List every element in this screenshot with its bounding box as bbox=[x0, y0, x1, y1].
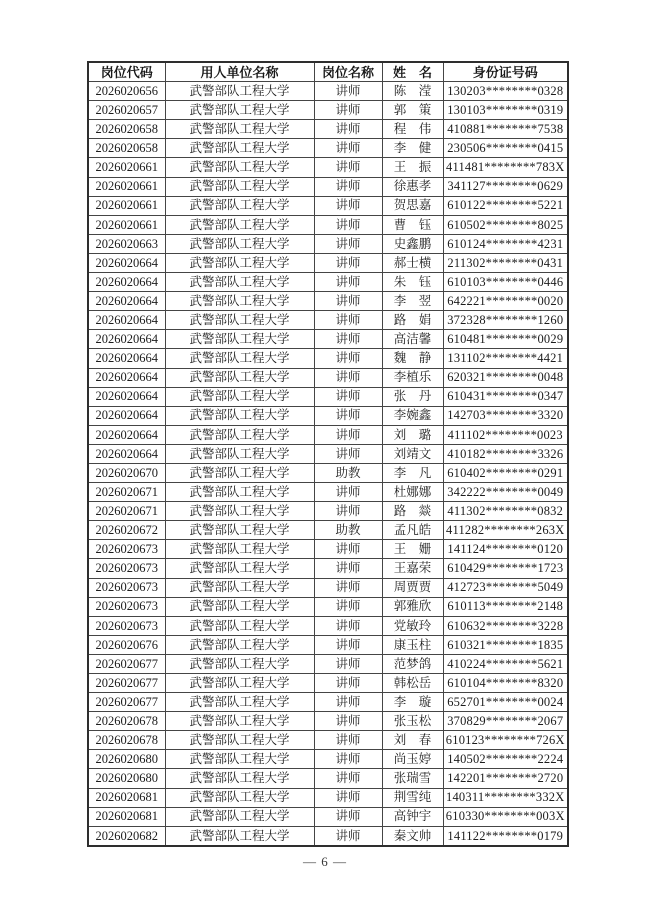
cell-position-title: 讲师 bbox=[314, 139, 382, 158]
cell-position-title: 讲师 bbox=[314, 253, 382, 272]
cell-position-code: 2026020673 bbox=[88, 597, 165, 616]
cell-position-code: 2026020661 bbox=[88, 215, 165, 234]
cell-position-title: 讲师 bbox=[314, 502, 382, 521]
cell-position-title: 助教 bbox=[314, 521, 382, 540]
cell-position-code: 2026020671 bbox=[88, 502, 165, 521]
table-row bbox=[88, 101, 568, 120]
cell-id-number: 642221********0020 bbox=[443, 292, 568, 311]
table-row bbox=[88, 406, 568, 425]
cell-position-title: 讲师 bbox=[314, 597, 382, 616]
cell-id-number: 142703********3320 bbox=[443, 406, 568, 425]
cell-id-number: 230506********0415 bbox=[443, 139, 568, 158]
cell-position-code: 2026020671 bbox=[88, 483, 165, 502]
cell-position-code: 2026020664 bbox=[88, 253, 165, 272]
table-row bbox=[88, 616, 568, 635]
table-row bbox=[88, 502, 568, 521]
cell-candidate-name: 郭 策 bbox=[382, 101, 443, 120]
cell-id-number: 610104********8320 bbox=[443, 674, 568, 693]
cell-position-code: 2026020677 bbox=[88, 674, 165, 693]
cell-candidate-name: 李 翌 bbox=[382, 292, 443, 311]
cell-candidate-name: 张 丹 bbox=[382, 387, 443, 406]
cell-position-title: 讲师 bbox=[314, 215, 382, 234]
cell-position-code: 2026020664 bbox=[88, 387, 165, 406]
cell-employer-name: 武警部队工程大学 bbox=[165, 521, 314, 540]
cell-position-title: 讲师 bbox=[314, 616, 382, 635]
cell-candidate-name: 程 伟 bbox=[382, 120, 443, 139]
cell-position-title: 讲师 bbox=[314, 177, 382, 196]
header-id-number: 身份证号码 bbox=[443, 62, 568, 82]
table-row bbox=[88, 387, 568, 406]
cell-position-title: 讲师 bbox=[314, 425, 382, 444]
cell-id-number: 610103********0446 bbox=[443, 273, 568, 292]
cell-position-title: 讲师 bbox=[314, 750, 382, 769]
cell-employer-name: 武警部队工程大学 bbox=[165, 712, 314, 731]
cell-position-title: 讲师 bbox=[314, 731, 382, 750]
table-row bbox=[88, 597, 568, 616]
cell-candidate-name: 魏 静 bbox=[382, 349, 443, 368]
table-row bbox=[88, 177, 568, 196]
cell-position-title: 讲师 bbox=[314, 769, 382, 788]
cell-id-number: 620321********0048 bbox=[443, 368, 568, 387]
cell-position-code: 2026020657 bbox=[88, 101, 165, 120]
cell-position-code: 2026020658 bbox=[88, 120, 165, 139]
cell-id-number: 610124********4231 bbox=[443, 234, 568, 253]
cell-employer-name: 武警部队工程大学 bbox=[165, 292, 314, 311]
cell-id-number: 140311********332X bbox=[443, 788, 568, 807]
cell-employer-name: 武警部队工程大学 bbox=[165, 693, 314, 712]
cell-candidate-name: 韩松岳 bbox=[382, 674, 443, 693]
cell-position-title: 讲师 bbox=[314, 483, 382, 502]
cell-position-code: 2026020673 bbox=[88, 559, 165, 578]
cell-employer-name: 武警部队工程大学 bbox=[165, 273, 314, 292]
cell-id-number: 610122********5221 bbox=[443, 196, 568, 215]
cell-id-number: 131102********4421 bbox=[443, 349, 568, 368]
cell-position-code: 2026020670 bbox=[88, 463, 165, 482]
table-row bbox=[88, 349, 568, 368]
table-row bbox=[88, 788, 568, 807]
table-row bbox=[88, 463, 568, 482]
cell-position-title: 讲师 bbox=[314, 674, 382, 693]
cell-employer-name: 武警部队工程大学 bbox=[165, 387, 314, 406]
cell-position-code: 2026020664 bbox=[88, 368, 165, 387]
cell-candidate-name: 周贾贾 bbox=[382, 578, 443, 597]
cell-position-title: 讲师 bbox=[314, 635, 382, 654]
cell-position-code: 2026020678 bbox=[88, 712, 165, 731]
cell-position-title: 讲师 bbox=[314, 807, 382, 826]
cell-position-title: 讲师 bbox=[314, 387, 382, 406]
table-row bbox=[88, 731, 568, 750]
cell-employer-name: 武警部队工程大学 bbox=[165, 120, 314, 139]
cell-employer-name: 武警部队工程大学 bbox=[165, 654, 314, 673]
cell-candidate-name: 曹 钰 bbox=[382, 215, 443, 234]
table-row bbox=[88, 654, 568, 673]
cell-candidate-name: 党敏玲 bbox=[382, 616, 443, 635]
cell-position-title: 讲师 bbox=[314, 693, 382, 712]
table-header-row bbox=[88, 62, 568, 82]
cell-employer-name: 武警部队工程大学 bbox=[165, 540, 314, 559]
cell-position-code: 2026020664 bbox=[88, 292, 165, 311]
cell-position-title: 讲师 bbox=[314, 101, 382, 120]
cell-employer-name: 武警部队工程大学 bbox=[165, 158, 314, 177]
cell-employer-name: 武警部队工程大学 bbox=[165, 253, 314, 272]
header-candidate-name: 姓 名 bbox=[382, 62, 443, 82]
cell-candidate-name: 贺思嘉 bbox=[382, 196, 443, 215]
cell-candidate-name: 刘靖文 bbox=[382, 444, 443, 463]
cell-position-code: 2026020661 bbox=[88, 158, 165, 177]
cell-position-title: 讲师 bbox=[314, 578, 382, 597]
cell-employer-name: 武警部队工程大学 bbox=[165, 502, 314, 521]
cell-employer-name: 武警部队工程大学 bbox=[165, 330, 314, 349]
cell-id-number: 610502********8025 bbox=[443, 215, 568, 234]
cell-position-title: 讲师 bbox=[314, 788, 382, 807]
cell-position-code: 2026020661 bbox=[88, 196, 165, 215]
table-row bbox=[88, 273, 568, 292]
table-row bbox=[88, 444, 568, 463]
cell-id-number: 610113********2148 bbox=[443, 597, 568, 616]
table-row bbox=[88, 215, 568, 234]
cell-id-number: 610330********003X bbox=[443, 807, 568, 826]
cell-position-title: 讲师 bbox=[314, 444, 382, 463]
cell-position-code: 2026020677 bbox=[88, 693, 165, 712]
cell-id-number: 140502********2224 bbox=[443, 750, 568, 769]
table-row bbox=[88, 120, 568, 139]
cell-position-code: 2026020680 bbox=[88, 769, 165, 788]
cell-position-title: 讲师 bbox=[314, 234, 382, 253]
cell-position-title: 讲师 bbox=[314, 368, 382, 387]
cell-candidate-name: 张玉松 bbox=[382, 712, 443, 731]
cell-id-number: 372328********1260 bbox=[443, 311, 568, 330]
cell-employer-name: 武警部队工程大学 bbox=[165, 101, 314, 120]
cell-candidate-name: 路 娟 bbox=[382, 311, 443, 330]
cell-position-code: 2026020681 bbox=[88, 788, 165, 807]
cell-position-title: 讲师 bbox=[314, 292, 382, 311]
cell-position-code: 2026020681 bbox=[88, 807, 165, 826]
cell-position-code: 2026020673 bbox=[88, 540, 165, 559]
cell-position-title: 讲师 bbox=[314, 712, 382, 731]
cell-id-number: 342222********0049 bbox=[443, 483, 568, 502]
cell-id-number: 411481********783X bbox=[443, 158, 568, 177]
cell-employer-name: 武警部队工程大学 bbox=[165, 788, 314, 807]
cell-position-title: 讲师 bbox=[314, 826, 382, 846]
table-row bbox=[88, 769, 568, 788]
cell-position-title: 讲师 bbox=[314, 330, 382, 349]
cell-position-code: 2026020677 bbox=[88, 654, 165, 673]
cell-position-code: 2026020664 bbox=[88, 425, 165, 444]
cell-candidate-name: 杜娜娜 bbox=[382, 483, 443, 502]
cell-employer-name: 武警部队工程大学 bbox=[165, 349, 314, 368]
cell-candidate-name: 路 燚 bbox=[382, 502, 443, 521]
table-row bbox=[88, 635, 568, 654]
cell-employer-name: 武警部队工程大学 bbox=[165, 750, 314, 769]
cell-candidate-name: 刘 春 bbox=[382, 731, 443, 750]
cell-position-code: 2026020673 bbox=[88, 578, 165, 597]
cell-candidate-name: 张瑞雪 bbox=[382, 769, 443, 788]
cell-position-title: 讲师 bbox=[314, 196, 382, 215]
cell-employer-name: 武警部队工程大学 bbox=[165, 635, 314, 654]
cell-position-title: 讲师 bbox=[314, 120, 382, 139]
cell-candidate-name: 王嘉荣 bbox=[382, 559, 443, 578]
cell-id-number: 130203********0328 bbox=[443, 82, 568, 101]
cell-id-number: 610429********1723 bbox=[443, 559, 568, 578]
cell-employer-name: 武警部队工程大学 bbox=[165, 234, 314, 253]
cell-employer-name: 武警部队工程大学 bbox=[165, 807, 314, 826]
cell-id-number: 141122********0179 bbox=[443, 826, 568, 846]
cell-id-number: 610481********0029 bbox=[443, 330, 568, 349]
cell-position-code: 2026020656 bbox=[88, 82, 165, 101]
table-row bbox=[88, 826, 568, 846]
table-row bbox=[88, 368, 568, 387]
cell-candidate-name: 李 璇 bbox=[382, 693, 443, 712]
cell-candidate-name: 刘 璐 bbox=[382, 425, 443, 444]
table-row bbox=[88, 483, 568, 502]
cell-employer-name: 武警部队工程大学 bbox=[165, 215, 314, 234]
cell-employer-name: 武警部队工程大学 bbox=[165, 311, 314, 330]
cell-employer-name: 武警部队工程大学 bbox=[165, 196, 314, 215]
table-row bbox=[88, 750, 568, 769]
cell-id-number: 411102********0023 bbox=[443, 425, 568, 444]
cell-employer-name: 武警部队工程大学 bbox=[165, 597, 314, 616]
table-row bbox=[88, 425, 568, 444]
cell-position-code: 2026020672 bbox=[88, 521, 165, 540]
cell-employer-name: 武警部队工程大学 bbox=[165, 406, 314, 425]
cell-candidate-name: 高洁馨 bbox=[382, 330, 443, 349]
cell-id-number: 610123********726X bbox=[443, 731, 568, 750]
cell-candidate-name: 王 振 bbox=[382, 158, 443, 177]
cell-position-title: 讲师 bbox=[314, 349, 382, 368]
cell-id-number: 610402********0291 bbox=[443, 463, 568, 482]
cell-employer-name: 武警部队工程大学 bbox=[165, 483, 314, 502]
cell-id-number: 610632********3228 bbox=[443, 616, 568, 635]
cell-candidate-name: 陈 滢 bbox=[382, 82, 443, 101]
cell-candidate-name: 李 健 bbox=[382, 139, 443, 158]
table-row bbox=[88, 311, 568, 330]
header-employer-name: 用人单位名称 bbox=[165, 62, 314, 82]
cell-candidate-name: 秦文帅 bbox=[382, 826, 443, 846]
table-row bbox=[88, 693, 568, 712]
table-row bbox=[88, 807, 568, 826]
cell-employer-name: 武警部队工程大学 bbox=[165, 731, 314, 750]
cell-employer-name: 武警部队工程大学 bbox=[165, 826, 314, 846]
cell-position-code: 2026020664 bbox=[88, 273, 165, 292]
cell-position-code: 2026020664 bbox=[88, 444, 165, 463]
header-position-code: 岗位代码 bbox=[88, 62, 165, 82]
table-row bbox=[88, 521, 568, 540]
cell-employer-name: 武警部队工程大学 bbox=[165, 82, 314, 101]
table-row bbox=[88, 139, 568, 158]
cell-candidate-name: 徐惠孝 bbox=[382, 177, 443, 196]
cell-employer-name: 武警部队工程大学 bbox=[165, 674, 314, 693]
cell-candidate-name: 尚玉婷 bbox=[382, 750, 443, 769]
cell-employer-name: 武警部队工程大学 bbox=[165, 463, 314, 482]
table-row bbox=[88, 292, 568, 311]
cell-employer-name: 武警部队工程大学 bbox=[165, 559, 314, 578]
cell-id-number: 610431********0347 bbox=[443, 387, 568, 406]
table-row bbox=[88, 712, 568, 731]
table-row bbox=[88, 330, 568, 349]
cell-id-number: 142201********2720 bbox=[443, 769, 568, 788]
cell-id-number: 341127********0629 bbox=[443, 177, 568, 196]
table-row bbox=[88, 674, 568, 693]
cell-id-number: 141124********0120 bbox=[443, 540, 568, 559]
cell-candidate-name: 李 凡 bbox=[382, 463, 443, 482]
cell-id-number: 610321********1835 bbox=[443, 635, 568, 654]
cell-position-title: 讲师 bbox=[314, 158, 382, 177]
cell-candidate-name: 郭雅欣 bbox=[382, 597, 443, 616]
table-row bbox=[88, 196, 568, 215]
table-row bbox=[88, 158, 568, 177]
cell-employer-name: 武警部队工程大学 bbox=[165, 177, 314, 196]
table-row bbox=[88, 234, 568, 253]
cell-candidate-name: 孟凡皓 bbox=[382, 521, 443, 540]
cell-id-number: 411282********263X bbox=[443, 521, 568, 540]
cell-position-code: 2026020676 bbox=[88, 635, 165, 654]
cell-candidate-name: 李婉鑫 bbox=[382, 406, 443, 425]
cell-candidate-name: 荆雪纯 bbox=[382, 788, 443, 807]
cell-position-code: 2026020664 bbox=[88, 406, 165, 425]
cell-candidate-name: 郝士横 bbox=[382, 253, 443, 272]
cell-employer-name: 武警部队工程大学 bbox=[165, 444, 314, 463]
table-row bbox=[88, 578, 568, 597]
cell-candidate-name: 王 姗 bbox=[382, 540, 443, 559]
cell-position-code: 2026020658 bbox=[88, 139, 165, 158]
table-row bbox=[88, 540, 568, 559]
cell-candidate-name: 李植乐 bbox=[382, 368, 443, 387]
cell-id-number: 370829********2067 bbox=[443, 712, 568, 731]
position-roster-table bbox=[87, 61, 569, 847]
cell-employer-name: 武警部队工程大学 bbox=[165, 578, 314, 597]
cell-id-number: 410224********5621 bbox=[443, 654, 568, 673]
cell-position-code: 2026020664 bbox=[88, 330, 165, 349]
table-body bbox=[88, 82, 568, 846]
cell-id-number: 410182********3326 bbox=[443, 444, 568, 463]
cell-position-title: 讲师 bbox=[314, 654, 382, 673]
cell-position-title: 讲师 bbox=[314, 273, 382, 292]
table-row bbox=[88, 82, 568, 101]
cell-position-title: 助教 bbox=[314, 463, 382, 482]
cell-id-number: 130103********0319 bbox=[443, 101, 568, 120]
cell-employer-name: 武警部队工程大学 bbox=[165, 139, 314, 158]
cell-employer-name: 武警部队工程大学 bbox=[165, 616, 314, 635]
cell-position-title: 讲师 bbox=[314, 559, 382, 578]
cell-employer-name: 武警部队工程大学 bbox=[165, 425, 314, 444]
cell-position-code: 2026020678 bbox=[88, 731, 165, 750]
cell-position-title: 讲师 bbox=[314, 540, 382, 559]
table-row bbox=[88, 559, 568, 578]
cell-position-title: 讲师 bbox=[314, 311, 382, 330]
cell-position-title: 讲师 bbox=[314, 82, 382, 101]
cell-candidate-name: 范梦鸽 bbox=[382, 654, 443, 673]
cell-candidate-name: 高钟宇 bbox=[382, 807, 443, 826]
header-position-title: 岗位名称 bbox=[314, 62, 382, 82]
cell-candidate-name: 史鑫鹏 bbox=[382, 234, 443, 253]
cell-position-code: 2026020664 bbox=[88, 349, 165, 368]
cell-position-code: 2026020682 bbox=[88, 826, 165, 846]
page-number: — 6 — bbox=[303, 854, 347, 869]
cell-id-number: 652701********0024 bbox=[443, 693, 568, 712]
cell-id-number: 410881********7538 bbox=[443, 120, 568, 139]
cell-position-code: 2026020664 bbox=[88, 311, 165, 330]
table-row bbox=[88, 253, 568, 272]
cell-employer-name: 武警部队工程大学 bbox=[165, 769, 314, 788]
cell-candidate-name: 朱 钰 bbox=[382, 273, 443, 292]
cell-id-number: 412723********5049 bbox=[443, 578, 568, 597]
cell-position-title: 讲师 bbox=[314, 406, 382, 425]
cell-position-code: 2026020680 bbox=[88, 750, 165, 769]
cell-position-code: 2026020673 bbox=[88, 616, 165, 635]
cell-id-number: 211302********0431 bbox=[443, 253, 568, 272]
cell-candidate-name: 康玉柱 bbox=[382, 635, 443, 654]
cell-employer-name: 武警部队工程大学 bbox=[165, 368, 314, 387]
cell-position-code: 2026020663 bbox=[88, 234, 165, 253]
cell-position-code: 2026020661 bbox=[88, 177, 165, 196]
cell-id-number: 411302********0832 bbox=[443, 502, 568, 521]
